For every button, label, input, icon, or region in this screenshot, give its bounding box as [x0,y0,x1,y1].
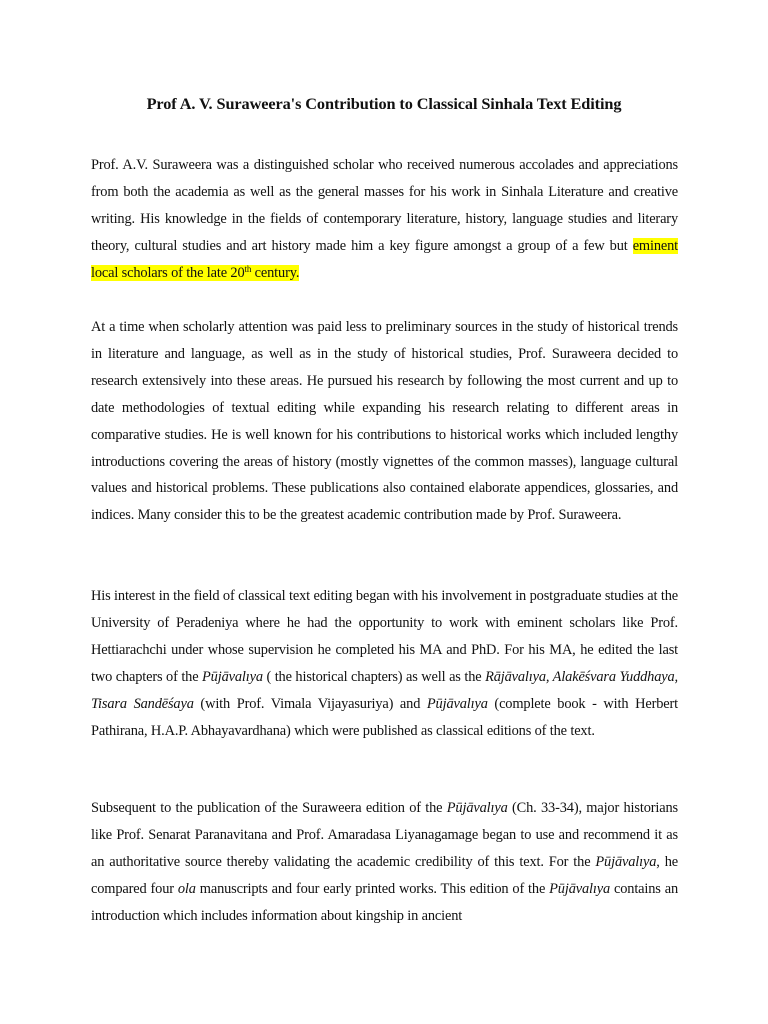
paragraph-4-text-1: Subsequent to the publication of the Suraweera edition of the [91,800,447,816]
highlight-text-a: eminent local scholars of the late 20 [91,237,678,281]
paragraph-3-text-3: (with Prof. Vimala Vijayasuriya) and [193,695,427,712]
paragraph-1 [91,152,678,287]
italic-title-pujavaliya: Pūjāvalıya [595,853,657,870]
italic-title-pujavaliya: Pūjāvalıya [446,800,508,816]
italic-title-pujavaliya: Pūjāvalıya [202,668,263,685]
paragraph-4-text-5: contains an introduction which includes information about kingship in ancient [91,880,679,924]
paragraph-3-text-1: His interest in the field of classical text editing began with his involvement in postgraduate studies at the University of Peradeniya where he had the opportunity to work with eminent scholars like Prof. Hettiarachchi under whose supervision he completed his MA and PhD. For his MA, he edited the last two chapters of the [91,588,678,685]
paragraph-4-text-3: , he compared four [91,853,678,897]
paragraph-3-text-4: (complete book - with Herbert Pathirana, H.A.P. Abhayavardhana) which were published as classical editions of the text. [91,695,678,739]
paragraph-4 [91,795,678,930]
paragraph-3 [91,583,678,744]
italic-title-pujavaliya: Pūjāvalıya [426,695,488,712]
italic-term-ola: ola [177,880,196,897]
highlight-text-b: century. [251,264,300,281]
paragraph-2: At a time when scholarly attention was paid less to preliminary sources in the study of historical trends in literature and language, as well as in the study of historical studies, Prof. Suraweera decided to research extensively into these areas. He pursued his research by following the most current and up to date methodologies of textual editing while expanding his research relating to different areas in comparative studies. He is well known for his contributions to historical works which included lengthy introductions covering the areas of history (mostly vignettes of the common masses), language cultural values and historical problems. These publications also contained elaborate appendices, glossaries, and indices. Many consider this to be the greatest academic contribution made by Prof. Suraweera. [91,319,678,524]
italic-titles-list: Rājāvalıya, Alakēśvara Yuddhaya, Tisara Sandēśaya [91,668,678,712]
paragraph-1-text: Prof. A.V. Suraweera was a distinguished scholar who received numerous accolades and appreciations from both the academia as well as the general masses for his work in Sinhala Literature and creative writing. His knowledge in the fields of contemporary literature, history, language studies and literary theory, cultural studies and art history made him a key figure amongst a group of a few but [91,157,678,254]
paragraph-4-text-4: manuscripts and four early printed works. This edition of the [195,880,550,897]
paragraph-3-text-2: ( the historical chapters) as well as the [262,668,486,685]
italic-title-pujavaliya: Pūjāvalıya [549,880,611,897]
document-title: Prof A. V. Suraweera's Contribution to Classical Sinhala Text Editing [146,94,622,113]
paragraph-4-text-2: (Ch. 33-34), major historians like Prof. Senarat Paranavitana and Prof. Amaradasa Liyanagamage began to use and recommend it as an authoritative source thereby validating the academic credibility of this text. For the [91,800,678,870]
ordinal-superscript: th [244,263,252,274]
